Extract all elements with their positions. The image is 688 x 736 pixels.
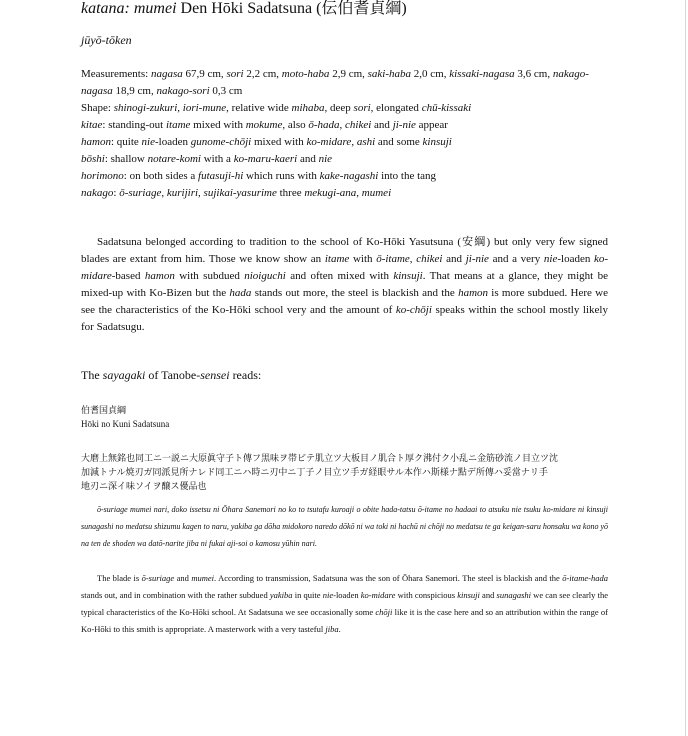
sayagaki-translation: The blade is ō-suriage and mumei. According to transmission, Sadatsuna was the son of Ōhara Sanemori. The steel is blackish and the ō-itame-hada stands out, and in combination with the rather subdued yakiba in quite nie-loaden ko-midare with conspicious kinsuji and sunagashi we can see clearly the typical characteristics of the Ko-Hōki school. At Sadatsuna we see occasionally some chōji like it is the case here and so an attribution within the range of Ko-Hōki to this smith is appropriate. A masterwork with a very tasteful jiba. [81, 573, 608, 634]
spec-nakago: nakago: ō-suriage, kurijiri, sujikai-yasurime three mekugi-ana, mumei [81, 187, 392, 199]
sayagaki-jp-title: 伯耆国貞綱 [81, 405, 127, 415]
commentary-paragraph: Sadatsuna belonged according to tradition to the school of Ko-Hōki Yasutsuna (安綱) but only very few signed blades are extant from him. Those we know show an itame with ō-itame, chikei and ji-nie and a very nie-loaden ko-midare-based hamon with subdued nioiguchi and often mixed with kinsuji. That means at a glance, they might be mixed-up with Ko-Bizen but the hada stands out more, the steel is blackish and the hamon is more subdued. Here we see the characteristics of the Ko-Hōki school very and the amount of ko-chōji speaks within the school mostly likely for Sadatsugu. [81, 236, 609, 333]
spec-horimono: horimono: on both sides a futasuji-hi which runs with kake-nagashi into the tang [81, 170, 437, 182]
document-title: katana: mumei Den Hōki Sadatsuna (伝伯耆貞綱) [81, 0, 407, 17]
spec-hamon: hamon: quite nie-loaden gunome-chōji mixed with ko-midare, ashi and some kinsuji [81, 136, 452, 148]
spec-measurements: Measurements: nagasa 67,9 cm, sori 2,2 cm, moto-haba 2,9 cm, saki-haba 2,0 cm, kissaki-nagasa 3,6 cm, nakago-nagasa 18,9 cm, nakago-sori 0,3 cm [81, 68, 589, 97]
page-edge-divider [685, 0, 686, 736]
spec-boshi: bōshi: shallow notare-komi with a ko-maru-kaeri and nie [81, 153, 333, 165]
sayagaki-romaji: ō-suriage mumei nari, doko issetsu ni Ōhara Sanemori no ko to tsutafu kuroaji o obite hada-tatsu ō-itame no hadaai to atsuku nie tsuku ko-midare ni kinsuji sunagashi no medatsu shizumu kagen to naru, yakiba ga dōha midokoro naredo dōkō ni wa toki ni hachū ni chōji no medatsu te ga keigan-saru honsaku wa kono yō na ten de shoden wa datō-narite jiba ni fukai aji-soi o kamosu yūhin nari. [81, 505, 608, 548]
sayagaki-jp-line: 大磨上無銘也同工ニ一説ニ大原眞守子ト傳フ黒味ヲ帯ビテ肌立ツ大板目ノ肌合ト厚ク沸付ク小乱ニ金筋砂流ノ目立ツ沈 [81, 453, 559, 463]
sayagaki-intro: The sayagaki of Tanobe-sensei reads: [81, 368, 262, 382]
spec-shape: Shape: shinogi-zukuri, iori-mune, relative wide mihaba, deep sori, elongated chū-kissaki [81, 102, 472, 114]
spec-kitae: kitae: standing-out itame mixed with mokume, also ō-hada, chikei and ji-nie appear [81, 119, 448, 131]
specifications-block [81, 66, 611, 202]
sayagaki-japanese-text [81, 451, 608, 493]
sayagaki-jp-line: 地刃ニ深イ味ソイヲ醸ス優品也 [81, 481, 207, 491]
sayagaki-jp-line: 加減トナル焼刃ガ同派見所ナレド同工ニハ時ニ刃中ニ丁子ノ目立ツ手ガ経眼サル本作ハ斯様ナ點デ所傳ハ妥當ナリ手 [81, 467, 548, 477]
sayagaki-romaji-title: Hōki no Kuni Sadatsuna [81, 419, 170, 429]
document-subtitle: jūyō-tōken [81, 33, 132, 47]
sayagaki-heading [81, 403, 169, 431]
